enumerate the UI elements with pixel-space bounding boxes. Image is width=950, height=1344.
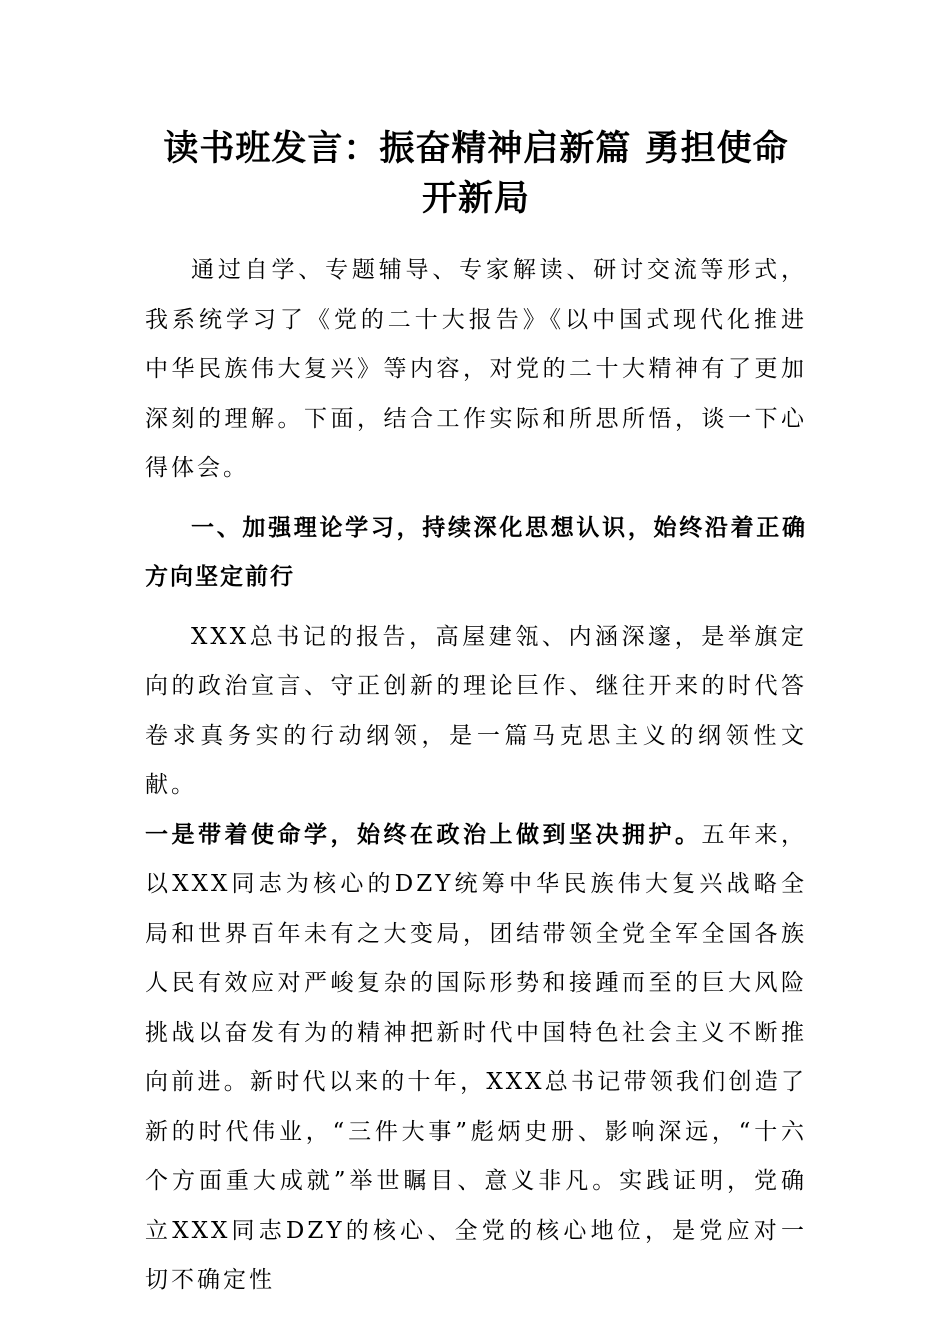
- section-1-text-part-2: 五年来，以XXX同志为核心的DZY统筹中华民族伟大复兴战略全局和世界百年未有之大变局，团结带领全党全军全国各族人民有效应对严峻复杂的国际形势和接踵而至的巨大风险挑战以奋发有为的精神把新时代中国特色社会主义不断推向前进。新时代以来的十年，XXX总书记带领我们创造了新的时代伟业，“三件大事”彪炳史册、影响深远，“十六个方面重大成就”举世瞩目、意义非凡。实践证明，党确立XXX同志DZY的核心、全党的核心地位，是党应对一切不确定性: [145, 821, 807, 1293]
- intro-paragraph: 通过自学、专题辅导、专家解读、研讨交流等形式，我系统学习了《党的二十大报告》《以中国式现代化推进中华民族伟大复兴》等内容，对党的二十大精神有了更加深刻的理解。下面，结合工作实际和所思所悟，谈一下心得体会。: [145, 257, 807, 481]
- document-page: [145, 124, 807, 1306]
- section-1-lead-sentence: 一是带着使命学，始终在政治上做到坚决拥护。: [145, 821, 702, 848]
- title-line-1: 读书班发言：振奋精神启新篇 勇担使命: [163, 128, 789, 169]
- document-title: [145, 124, 807, 224]
- title-line-2: 开新局: [421, 178, 530, 219]
- section-1-paragraph: [145, 613, 807, 1306]
- section-1-lead-line: [145, 811, 807, 1306]
- section-1-text-part-1: XXX总书记的报告，高屋建瓴、内涵深邃，是举旗定向的政治宣言、守正创新的理论巨作、继往开来的时代答卷求真务实的行动纲领，是一篇马克思主义的纲领性文献。: [145, 623, 807, 798]
- section-1-heading: 一、加强理论学习，持续深化思想认识，始终沿着正确方向坚定前行: [145, 514, 807, 590]
